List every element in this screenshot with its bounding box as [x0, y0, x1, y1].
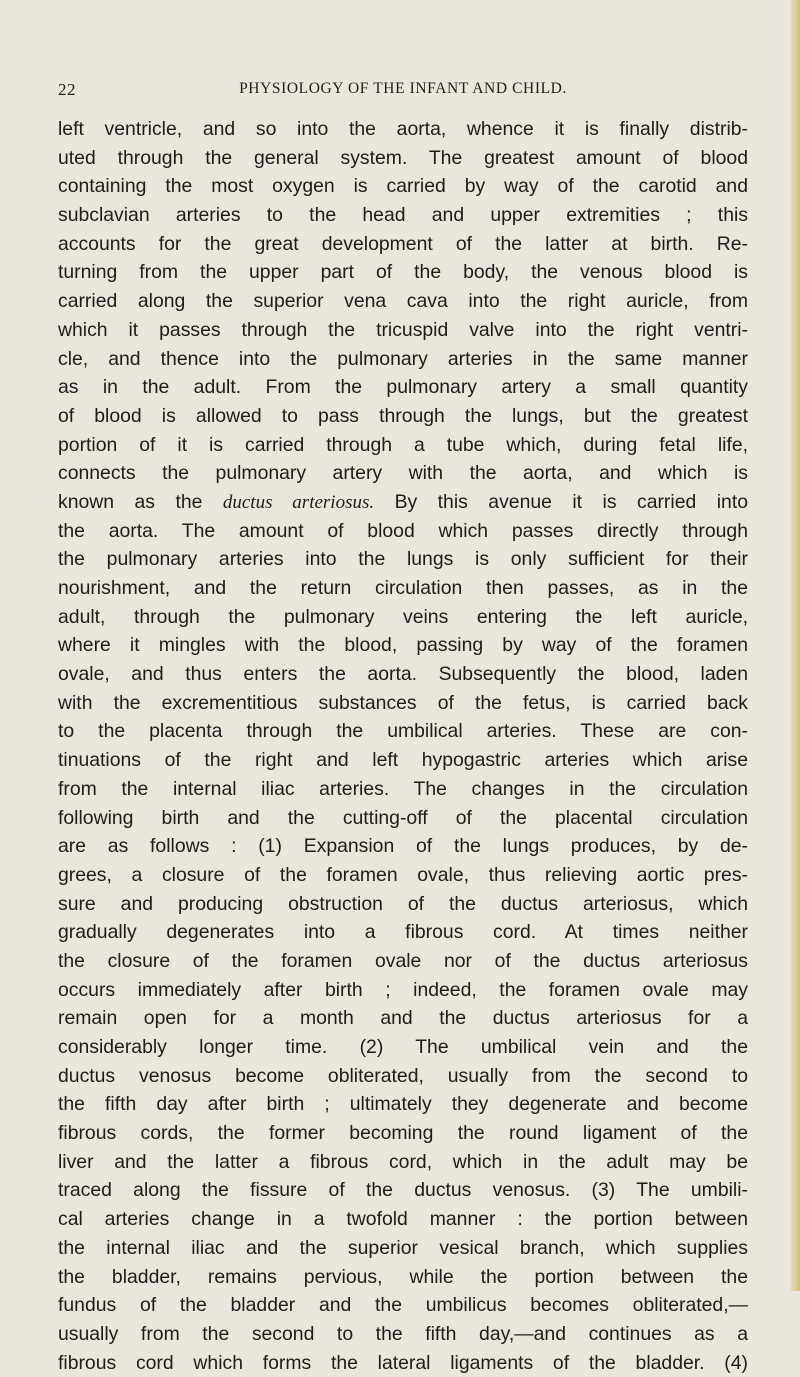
text-line: containing the most oxygen is carried by way of the carotid and: [58, 175, 748, 198]
text-line: occurs immediately after birth ; indeed, the foramen ovale may: [58, 978, 748, 1001]
text-line: fundus of the bladder and the umbilicus becomes obliterated,—: [58, 1294, 748, 1317]
text-line: traced along the fissure of the ductus venosus. (3) The umbili-: [58, 1179, 748, 1202]
text-line: where it mingles with the blood, passing by way of the foramen: [58, 634, 748, 657]
text-line: fibrous cord which forms the lateral ligaments of the bladder. (4): [58, 1351, 748, 1374]
text-line: cal arteries change in a twofold manner : the portion between: [58, 1208, 748, 1231]
text-line: grees, a closure of the foramen ovale, thus relieving aortic pres-: [58, 863, 748, 886]
text-line: with the excrementitious substances of the fetus, is carried back: [58, 691, 748, 714]
text-line: subclavian arteries to the head and upper extremities ; this: [58, 204, 748, 227]
text-segment: known as the: [58, 490, 223, 513]
text-line: ductus venosus become obliterated, usually from the second to: [58, 1064, 748, 1087]
text-line: [58, 488, 748, 517]
text-line: gradually degenerates into a fibrous cord. At times neither: [58, 921, 748, 944]
text-line: left ventricle, and so into the aorta, whence it is finally distrib-: [58, 118, 748, 140]
text-line: nourishment, and the return circulation then passes, as in the: [58, 577, 748, 599]
running-head: PHYSIOLOGY OF THE INFANT AND CHILD.: [239, 80, 567, 97]
italic-term: ductus arteriosus.: [222, 491, 375, 513]
text-line: liver and the latter a fibrous cord, which in the adult may be: [58, 1150, 748, 1173]
text-line: from the internal iliac arteries. The changes in the circulation: [58, 777, 748, 800]
text-line: tinuations of the right and left hypogastric arteries which arise: [58, 749, 748, 772]
text-line: adult, through the pulmonary veins entering the left auricle,: [58, 605, 748, 628]
text-line: connects the pulmonary artery with the aorta, and which is: [58, 462, 748, 485]
text-line: are as follows : (1) Expansion of the lungs produces, by de-: [58, 835, 748, 858]
text-line: the aorta. The amount of blood which passes directly through: [58, 519, 748, 542]
text-line: usually from the second to the fifth day,—and continues as a: [58, 1322, 748, 1345]
text-line: which it passes through the tricuspid valve into the right ventri-: [58, 318, 748, 341]
page-edge: [790, 0, 800, 1291]
text-line: of blood is allowed to pass through the lungs, but the greatest: [58, 404, 748, 427]
text-line: the closure of the foramen ovale nor of the ductus arteriosus: [58, 949, 748, 972]
text-line: turning from the upper part of the body, the venous blood is: [58, 261, 748, 284]
text-line: carried along the superior vena cava into the right auricle, from: [58, 290, 748, 313]
text-line: considerably longer time. (2) The umbilical vein and the: [58, 1036, 748, 1058]
text-line: sure and producing obstruction of the ductus arteriosus, which: [58, 892, 748, 915]
text-line: the fifth day after birth ; ultimately they degenerate and become: [58, 1093, 748, 1116]
text-line: as in the adult. From the pulmonary artery a small quantity: [58, 376, 748, 399]
text-line: fibrous cords, the former becoming the round ligament of the: [58, 1122, 748, 1145]
page-header: [58, 80, 748, 104]
text-line: to the placenta through the umbilical arteries. These are con-: [58, 720, 748, 743]
text-line: remain open for a month and the ductus arteriosus for a: [58, 1007, 748, 1030]
text-line: following birth and the cutting-off of the placental circulation: [58, 806, 748, 829]
text-line: the bladder, remains pervious, while the portion between the: [58, 1265, 748, 1288]
text-line: ovale, and thus enters the aorta. Subsequently the blood, laden: [58, 663, 748, 686]
text-line: the internal iliac and the superior vesical branch, which supplies: [58, 1236, 748, 1259]
text-line: cle, and thence into the pulmonary arteries in the same manner: [58, 347, 748, 370]
text-line: accounts for the great development of the latter at birth. Re-: [58, 232, 748, 255]
text-segment: By this avenue it is carried into: [374, 490, 748, 513]
text-line: the pulmonary arteries into the lungs is only sufficient for their: [58, 548, 748, 571]
body-text: [58, 115, 748, 1377]
text-line: portion of it is carried through a tube which, during fetal life,: [58, 433, 748, 456]
page-number: 22: [58, 80, 76, 99]
text-line: uted through the general system. The greatest amount of blood: [58, 146, 748, 169]
